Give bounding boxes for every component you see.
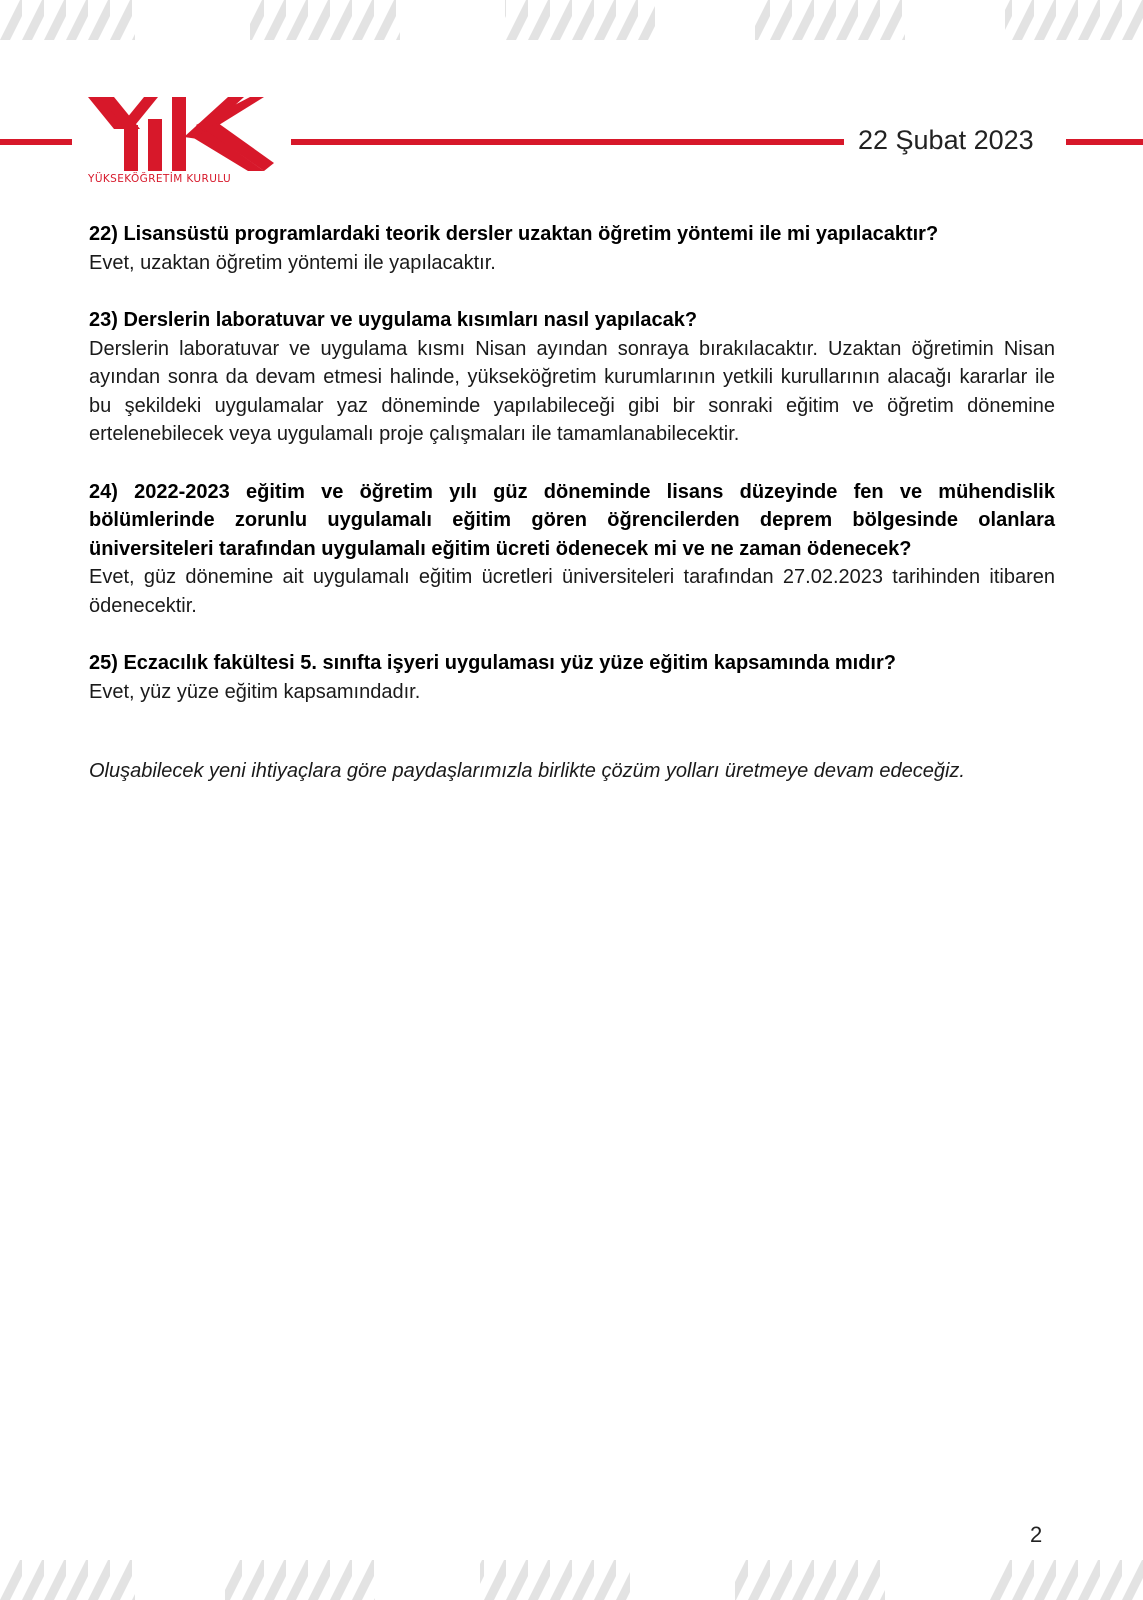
question-24: 24) 2022-2023 eğitim ve öğretim yılı güz döneminde lisans düzeyinde fen ve mühendislik bölümlerinde zorunlu uygulamalı eğitim gören öğrencilerden deprem bölgesinde olanlara üniversiteleri tarafından uygulamalı eğitim ücreti ödenecek mi ve ne zaman ödenecek? xyxy=(89,480,1055,560)
yok-logo xyxy=(88,97,274,187)
qa-content xyxy=(89,220,1055,735)
qa-item-22 xyxy=(89,220,1055,277)
answer-23: Derslerin laboratuvar ve uygulama kısmı Nisan ayından sonraya bırakılacaktır. Uzaktan öğretimin Nisan ayından sonra da devam etmesi halinde, yükseköğretim kurumlarının yetkili kurullarının alacağı kararlar ile bu şekildeki uygulamalar yaz döneminde yapılabileceği gibi bir sonraki eğitim ve öğretim dönemine ertelenebilecek veya uygulamalı proje çalışmaları ile tamamlanabilecektir. xyxy=(89,337,1055,445)
header-rule-middle xyxy=(291,139,844,145)
qa-item-24 xyxy=(89,478,1055,621)
question-23: 23) Derslerin laboratuvar ve uygulama kısımları nasıl yapılacak? xyxy=(89,309,698,331)
yok-logo-mark-icon xyxy=(88,97,274,171)
page-number: 2 xyxy=(1030,1522,1043,1547)
header-rule-right xyxy=(1066,139,1143,145)
answer-22: Evet, uzaktan öğretim yöntemi ile yapılacaktır. xyxy=(89,251,496,274)
answer-24: Evet, güz dönemine ait uygulamalı eğitim ücretleri üniversiteleri tarafından 27.02.2023 tarihinden itibaren ödenecektir. xyxy=(89,566,1055,617)
qa-item-23 xyxy=(89,306,1055,449)
header-rule-left xyxy=(0,139,72,145)
decorative-bottom-band xyxy=(0,1560,1143,1600)
document-date: 22 Şubat 2023 xyxy=(858,125,1034,155)
logo-text: YÜKSEKÖĞRETİM KURULU xyxy=(88,173,232,185)
decorative-top-band xyxy=(0,0,1143,40)
answer-25: Evet, yüz yüze eğitim kapsamındadır. xyxy=(89,680,421,703)
qa-item-25 xyxy=(89,649,1055,706)
closing-statement: Oluşabilecek yeni ihtiyaçlara göre paydaşlarımızla birlikte çözüm yolları üretmeye devam edeceğiz. xyxy=(89,760,965,782)
question-22: 22) Lisansüstü programlardaki teorik dersler uzaktan öğretim yöntemi ile mi yapılacaktır? xyxy=(89,223,939,245)
question-25: 25) Eczacılık fakültesi 5. sınıfta işyeri uygulaması yüz yüze eğitim kapsamında mıdır? xyxy=(89,652,896,674)
